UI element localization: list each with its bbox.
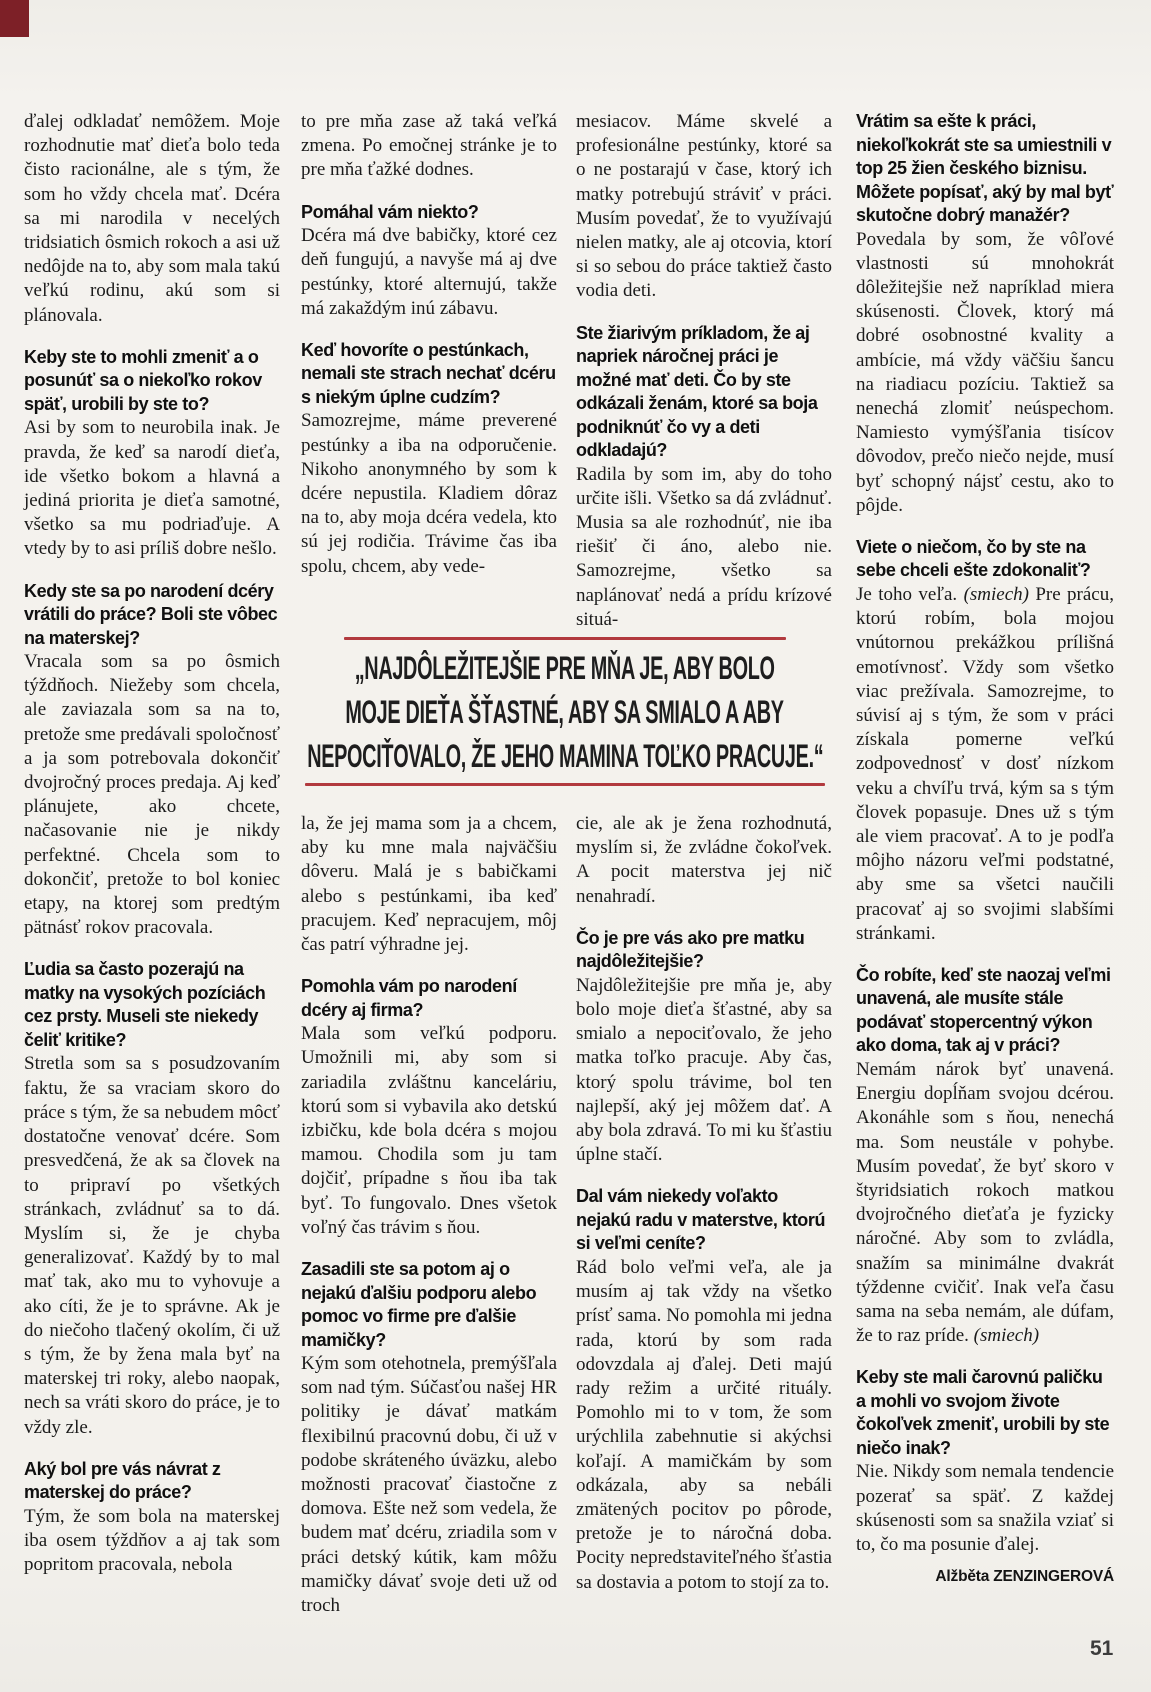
question-heading: Pomáhal vám niekto? [301, 201, 479, 222]
question-heading: Čo robíte, keď ste naozaj veľmi unavená, ale musíte stále podávať stopercentný výkon ako doma, tak aj v práci? [856, 964, 1111, 1056]
text-column-3-below-quote [576, 812, 832, 1692]
question-heading: Kedy ste sa po narodení dcéry vrátili do práce? Boli ste vôbec na materskej? [24, 580, 278, 648]
body-paragraph: cie, ale ak je žena rozhodnutá, myslím si, že zvládne čokoľvek. A pocit materstva jej nič nenahradí. [576, 813, 832, 907]
body-paragraph: Stretla som sa s posudzovaním faktu, že sa vraciam skoro do práce s tým, že sa nebudem môcť dostatočne venovať dcére. Som presvedčená, že ak sa človek na to pripraví po všetkých stránkach, zvládnuť sa to dá. Myslím si, že je chyba generalizovať. Každý by to mal mať tak, ako mu to vyhovuje a ako cíti, že je to správne. Ak je do niečoho tlačený okolím, či už s tým, že by žena mala byť na materskej tri roky, alebo naopak, nech sa vráti skoro do práce, je to vždy zle. [24, 1053, 280, 1438]
pull-quote-line: NEPOCIŤOVALO, ŽE JEHO MAMINA TOĽKO PRACUJE.“ [306, 737, 824, 774]
body-paragraph: Nemám nárok byť unavená. Energiu dopĺňam svojou dcérou. Akonáhle som s ňou, nenechá ma. Som neustále v pohybe. Musím povedať, že byť skoro v štyridsiatich rokoch matkou dvojročného dieťaťa je fyzicky náročné. Aby som to zvládla, snažím sa minimálne dvakrát týždenne cvičiť. Inak veľa času sama na seba nemám, ale dúfam, že to raz príde. (smiech) [856, 1058, 1114, 1347]
text-column-4 [856, 110, 1114, 1692]
pull-quote-line: „NAJDÔLEŽITEJŠIE PRE MŇA JE, ABY BOLO [355, 649, 775, 686]
text-column-2-above-quote [301, 110, 557, 630]
body-paragraph: mesiacov. Máme skvelé a profesionálne pestúnky, ktoré sa o ne postarajú v čase, ktorý ich matky potrebujú stráviť v práci. Musím povedať, že to využívajú nielen matky, ale aj otcovia, ktorí si so sebou do práce taktiež často vodia deti. [576, 111, 832, 302]
question-heading: Viete o niečom, čo by ste na sebe chceli ešte zdokonaliť? [856, 536, 1091, 581]
body-paragraph: to pre mňa zase až taká veľká zmena. Po emočnej stránke je to pre mňa ťažké dodnes. [301, 111, 557, 181]
body-paragraph: Radila by som im, aby do toho určite išli. Všetko sa dá zvládnuť. Musia sa ale rozhodnúť, nie iba riešiť či áno, alebo nie. Samozrejme, všetko sa naplánovať nedá a prídu krízové situá- [576, 463, 832, 630]
body-paragraph: Samozrejme, máme preverené pestúnky a iba na odporučenie. Nikoho anonymného by som k dcére nepustila. Kladiem dôraz na to, aby moja dcéra vedela, kto sú jej rodičia. Trávime čas iba spolu, chcem, aby vede- [301, 410, 557, 577]
body-paragraph: Je toho veľa. (smiech) Pre prácu, ktorú robím, bola mojou vnútornou prekážkou prílišná emotívnosť. Vždy som všetko viac prežívala. Samozrejme, to súvisí aj s tým, že som v práci získala pomerne veľkú zodpovednosť v dosť nízkom veku a chvíľu trvá, kým sa s tým človek popasuje. Dnes už s tým ale viem pracovať. A to je podľa môjho názoru veľmi podstatné, aby sme sa všetci naučili pracovať aj so svojimi slabšími stránkami. [856, 583, 1114, 944]
pull-quote-text [295, 646, 835, 778]
pull-quote-line: MOJE DIEŤA ŠŤASTNÉ, ABY SA SMIALO A ABY [345, 693, 785, 730]
body-paragraph: Mala som veľkú podporu. Umožnili mi, aby som si zariadila zvláštnu kanceláriu, ktorú som si vybavila ako detskú izbičku, kde bola dcéra s mojou mamou. Chodila som ju tam dojčiť, prípadne s ňou iba tak byť. To fungovalo. Dnes všetok voľný čas trávim s ňou. [301, 1023, 557, 1238]
body-paragraph: Rád bolo veľmi veľa, ale ja musím aj tak vždy na všetko prísť sama. No pomohla mi jedna rada, ktorú by som rada odovzdala aj ďalej. Deti majú rady režim a určité rituály. Pomohlo mi to v tom, že som urýchlila zabehnutie si akýchsi koľají. A mamičkám by som odkázala, aby sa nebáli zmätených pocitov po pôrode, pretože je to náročná doba. Pocity nepredstaviteľného šťastia sa dostavia a potom to stojí za to. [576, 1256, 832, 1593]
pull-quote-bottom-rule [305, 783, 825, 786]
question-heading: Vrátim sa ešte k práci, niekoľkokrát ste sa umiestnili v top 25 žien českého biznisu. Môžete popísať, aký by mal byť skutočne dobrý manažér? [856, 111, 1114, 225]
body-paragraph: Vracala som sa po ôsmich týždňoch. Niežeby som chcela, ale zaviazala som sa na to, pretože sme predávali spoločnosť a ja som potrebovala dokončiť dvojročný proces predaja. Aj keď plánujete, ako chcete, načasovanie nie je nikdy perfektné. Chcela som to dokončiť, pretože to bol koniec etapy, na ktorej som predtým pätnásť rokov pracovala. [24, 651, 280, 939]
author-byline: Alžběta ZENZINGEROVÁ [935, 1568, 1114, 1586]
body-paragraph: Najdôležitejšie pre mňa je, aby bolo moje dieťa šťastné, aby sa smialo a nepociťovalo, že jeho matka toľko pracuje. Aby čas, ktorý spolu trávime, bol ten najlepší, aký jej môžem dať. A aby bola zdravá. To mi ku šťastiu úplne stačí. [576, 974, 832, 1166]
question-heading: Čo je pre vás ako pre matku najdôležitejšie? [576, 927, 805, 972]
question-heading: Keby ste mali čarovnú paličku a mohli vo svojom živote čokoľvek zmeniť, urobili by ste niečo inak? [856, 1367, 1110, 1458]
pull-quote [295, 637, 835, 786]
page-corner-mark [0, 0, 29, 37]
question-heading: Ľudia sa často pozerajú na matky na vysokých pozíciách cez prsty. Museli ste niekedy čeliť kritike? [24, 959, 266, 1050]
body-paragraph: Tým, že som bola na materskej iba osem týždňov a aj tak som popritom pracovala, nebola [24, 1505, 280, 1576]
question-heading: Ste žiarivým príkladom, že aj napriek náročnej práci je možné mať deti. Čo by ste odkázali ženám, ktoré sa boja podniknúť čo vy a deti odkladajú? [576, 322, 818, 461]
text-column-2-below-quote [301, 812, 557, 1692]
text-column-1 [24, 110, 280, 1577]
body-paragraph: Povedala by som, že vôľové vlastnosti sú mnohokrát dôležitejšie než napríklad miera skúsenosti. Človek, ktorý má dobré osobnostné kvality a ambície, má vždy väčšiu šancu na riadiacu pozíciu. Taktiež sa nenechá zlomiť neúspechom. Namiesto vymýšľania tisícov dôvodov, prečo niečo nejde, musí byť schopný nájsť cestu, ako to pôjde. [856, 228, 1114, 516]
question-heading: Keby ste to mohli zmeniť a o posunúť sa o niekoľko rokov späť, urobili by ste to? [24, 346, 262, 414]
pull-quote-top-rule [344, 637, 786, 640]
body-paragraph: la, že jej mama som ja a chcem, aby ku mne mala najväčšiu dôveru. Malá je s babičkami alebo s pestúnkami, iba keď pracujem. Keď nepracujem, môj čas patrí výhradne jej. [301, 813, 557, 956]
body-paragraph: Kým som otehotnela, premýšľala som nad tým. Súčasťou našej HR politiky je dávať matkám flexibilnú pracovnú dobu, či už v podobe skráteného úväzku, alebo možnosti pracovať čiastočne z domova. Ešte než som vedela, že budem mať dcéru, zriadila som v práci detský kútik, kam môžu mamičky dávať svoje deti už od troch [301, 1353, 557, 1617]
body-paragraph: Nie. Nikdy som nemala tendencie pozerať sa späť. Z každej skúsenosti som sa snažila vziať si to, čo ma posunie ďalej. [856, 1461, 1114, 1556]
question-heading: Pomohla vám po narodení dcéry aj firma? [301, 976, 517, 1020]
body-paragraph: ďalej odkladať nemôžem. Moje rozhodnutie mať dieťa bolo teda čisto racionálne, ale s tým, že som ho vždy chcela mať. Dcéra sa mi narodila v necelých tridsiatich ôsmich rokoch a asi už nedôjde na to, aby som mala takú veľkú rodinu, akú som si plánovala. [24, 111, 280, 326]
page-number: 51 [1090, 1637, 1114, 1660]
question-heading: Keď hovoríte o pestúnkach, nemali ste strach nechať dcéru s niekým úplne cudzím? [301, 339, 556, 407]
question-heading: Aký bol pre vás návrat z materskej do práce? [24, 1458, 221, 1503]
body-paragraph: Asi by som to neurobila inak. Je pravda, že keď sa narodí dieťa, ide všetko bokom a hlavná a jediná priorita je dieťa samotné, všetko sa mu podriaďuje. A vtedy by to asi príliš dobre nešlo. [24, 417, 280, 560]
question-heading: Dal vám niekedy voľakto nejakú radu v materstve, ktorú si veľmi ceníte? [576, 1186, 826, 1254]
body-paragraph: Dcéra má dve babičky, ktoré cez deň fungujú, a navyše má aj dve pestúnky, ktoré alternujú, takže má zakaždým inú zábavu. [301, 225, 557, 319]
text-column-3-above-quote [576, 110, 832, 630]
question-heading: Zasadili ste sa potom aj o nejakú ďalšiu podporu alebo pomoc vo firme pre ďalšie mamičky? [301, 1259, 537, 1350]
